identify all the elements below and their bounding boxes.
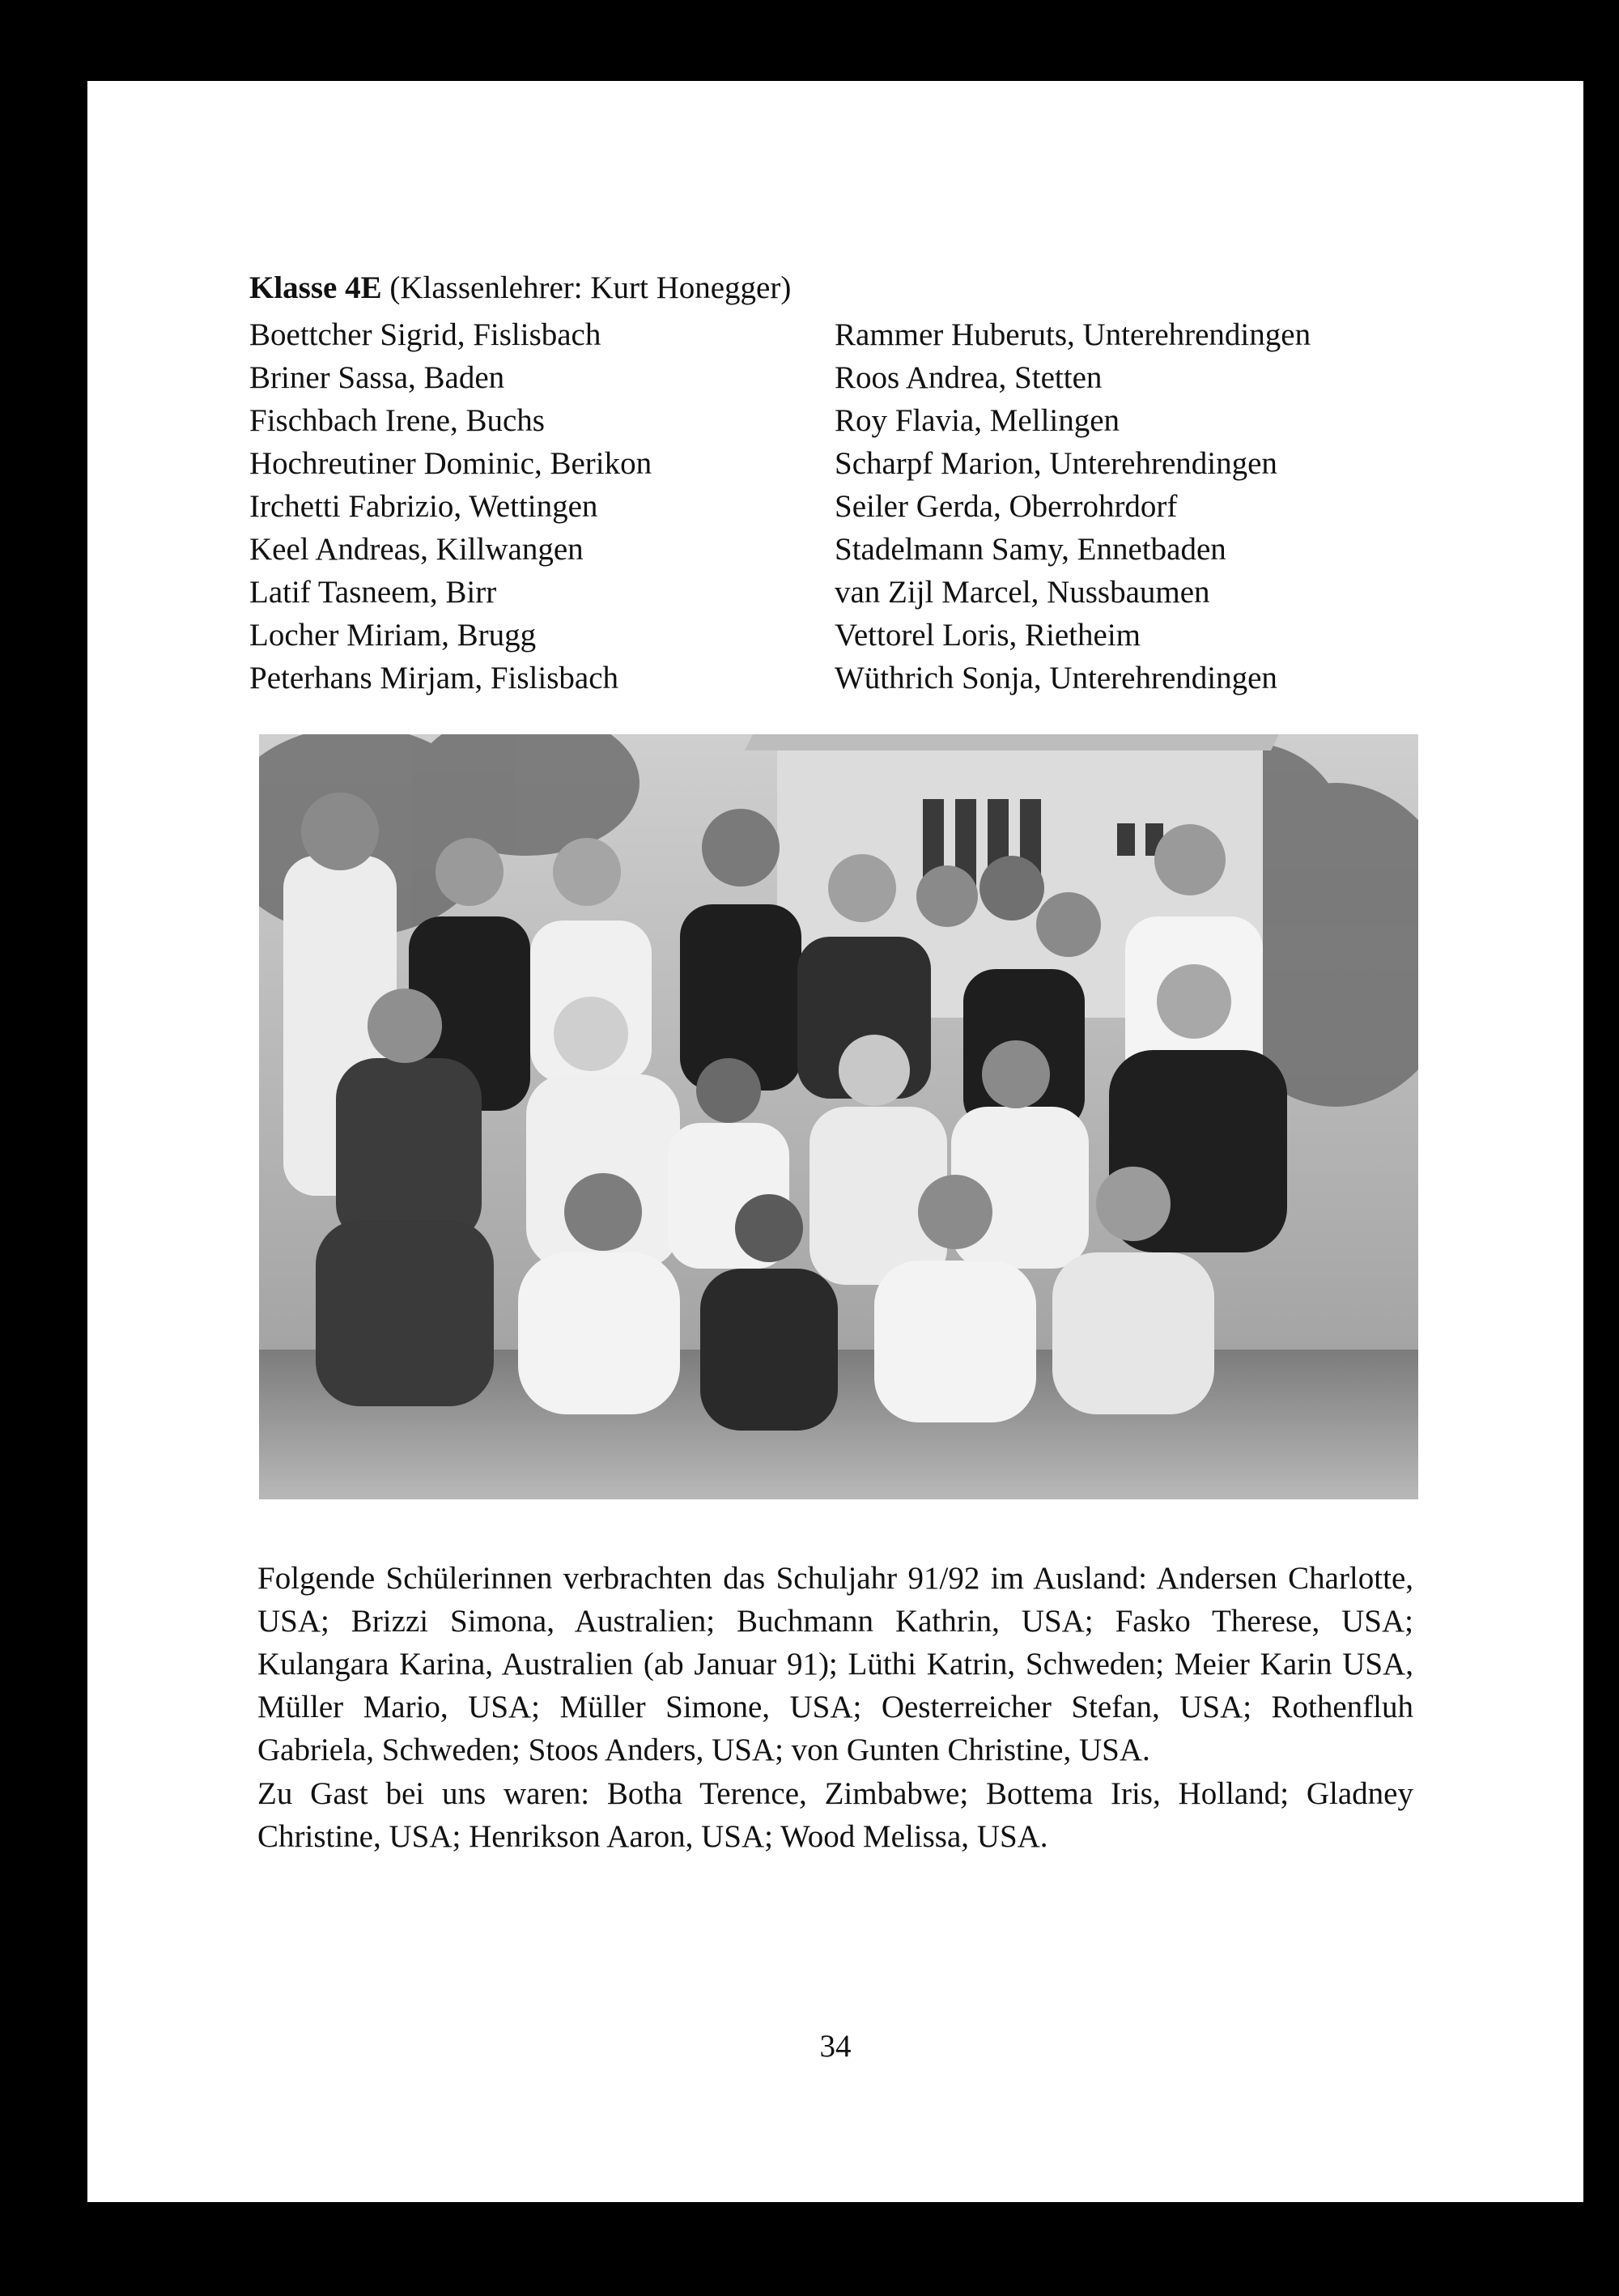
class-photo	[259, 734, 1418, 1499]
student-list-left	[249, 313, 652, 699]
student-entry: Keel Andreas, Killwangen	[249, 532, 584, 567]
student-entry: Roy Flavia, Mellingen	[835, 403, 1120, 438]
student-entry: Wüthrich Sonja, Unterehrendingen	[835, 661, 1277, 695]
student-entry: Stadelmann Samy, Ennetbaden	[835, 532, 1226, 567]
student-entry: Roos Andrea, Stetten	[835, 360, 1103, 395]
student-entry: Locher Miriam, Brugg	[249, 618, 537, 653]
student-entry: Peterhans Mirjam, Fislisbach	[249, 661, 619, 695]
student-entry: Fischbach Irene, Buchs	[249, 403, 545, 438]
guests-paragraph: Zu Gast bei uns waren: Botha Terence, Zimbabwe; Bottema Iris, Holland; Gladney Christine, USA; Henrikson Aaron, USA; Wood Melissa, USA.	[257, 1776, 1413, 1854]
student-entry: Hochreutiner Dominic, Berikon	[249, 446, 652, 481]
abroad-paragraph: Folgende Schülerinnen verbrachten das Schuljahr 91/92 im Ausland: Andersen Charlotte, USA; Brizzi Simona, Australien; Buchmann Kathrin, USA; Fasko Therese, USA; Kulangara Karina, Australien (ab Januar 91); Lüthi Katrin, Schweden; Meier Karin USA, Müller Mario, USA; Müller Simone, USA; Oesterreicher Stefan, USA; Rothenfluh Gabriela, Schweden; Stoos Anders, USA; von Gunten Christine, USA.	[257, 1561, 1413, 1767]
page	[87, 81, 1583, 2202]
student-list-right	[835, 313, 1311, 699]
student-entry: Boettcher Sigrid, Fislisbach	[249, 317, 601, 352]
student-entry: Latif Tasneem, Birr	[249, 575, 497, 610]
class-teacher: (Klassenlehrer: Kurt Honegger)	[389, 270, 792, 305]
class-label: Klasse 4E	[249, 270, 382, 305]
student-entry: Seiler Gerda, Oberrohrdorf	[835, 489, 1178, 524]
student-entry: Irchetti Fabrizio, Wettingen	[249, 489, 598, 524]
student-entry: Rammer Huberuts, Unterehrendingen	[835, 317, 1311, 352]
page-number: 34	[819, 2029, 852, 2064]
student-entry: Scharpf Marion, Unterehrendingen	[835, 446, 1277, 481]
class-heading	[249, 270, 791, 306]
student-entry: Vettorel Loris, Rietheim	[835, 618, 1141, 653]
student-entry: Briner Sassa, Baden	[249, 360, 505, 395]
student-entry: van Zijl Marcel, Nussbaumen	[835, 575, 1210, 610]
